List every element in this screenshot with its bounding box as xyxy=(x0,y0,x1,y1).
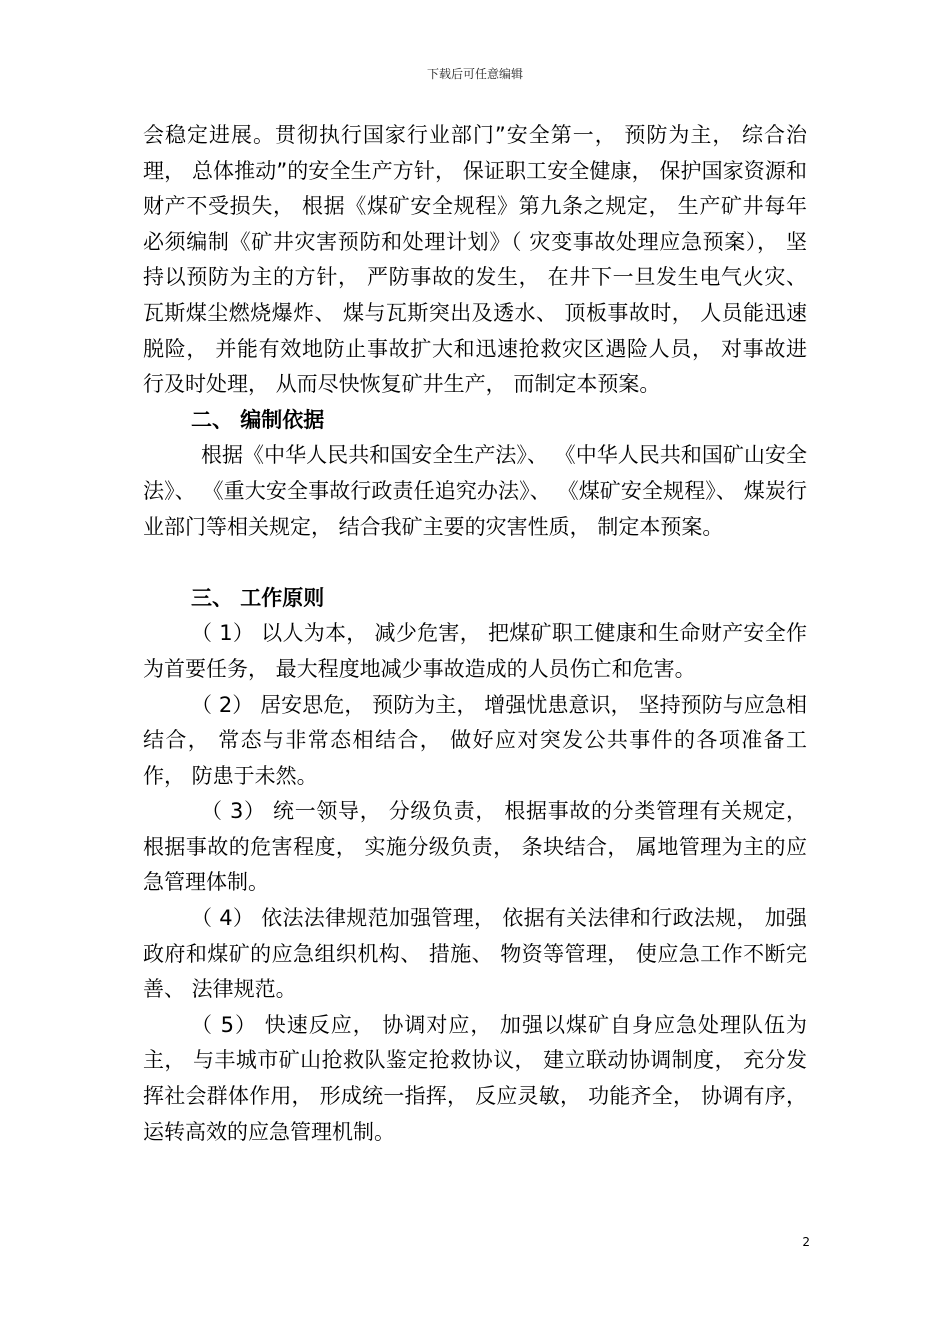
basis-paragraph: 根据《中华人民共和国安全生产法》、 《中华人民共和国矿山安全法》、 《重大安全事故行政责任追究办法》、 《煤矿安全规程》、 煤炭行业部门等相关规定， 结合我矿主要的灾害性质， 制定本预案。 xyxy=(143,443,807,539)
section-heading-principles: 三、 工作原则 xyxy=(191,585,325,610)
section-heading-basis: 二、 编制依据 xyxy=(191,407,325,432)
document-body xyxy=(143,118,807,1150)
principle-item: （ 5） 快速反应， 协调对应， 加强以煤矿自身应急处理队伍为主， 与丰城市矿山抢救队鉴定抢救协议， 建立联动协调制度， 充分发挥社会群体作用， 形成统一指挥， 反应灵敏， 功能齐全， 协调有序， 运转高效的应急管理机制。 xyxy=(143,1012,807,1144)
page-header: 下载后可任意编辑 xyxy=(426,67,523,81)
principle-item: （ 2） 居安思危， 预防为主， 增强忧患意识， 坚持预防与应急相结合， 常态与非常态相结合， 做好应对突发公共事件的各项准备工作， 防患于未然。 xyxy=(143,692,807,788)
principle-item: （ 4） 依法法律规范加强管理， 依据有关法律和行政法规， 加强政府和煤矿的应急组织机构、 措施、 物资等管理， 使应急工作不断完善、 法律规范。 xyxy=(143,906,807,1002)
intro-paragraph: 会稳定进展。贯彻执行国家行业部门”安全第一， 预防为主， 综合治理， 总体推动”的安全生产方针， 保证职工安全健康， 保护国家资源和财产不受损失， 根据《煤矿安全规程》第九条之规定， 生产矿井每年必须编制《矿井灾害预防和处理计划》（ 灾变事故处理应急预案）， 坚持以预防为主的方针， 严防事故的发生， 在井下一旦发生电气火灾、 瓦斯煤尘燃烧爆炸、 煤与瓦斯突出及透水、 顶板事故时， 人员能迅速脱险， 并能有效地防止事故扩大和迅速抢救灾区遇险人员， 对事故进行及时处理， 从而尽快恢复矿井生产， 而制定本预案。 xyxy=(143,123,807,397)
principle-item: （ 1） 以人为本， 减少危害， 把煤矿职工健康和生命财产安全作为首要任务， 最大程度地减少事故造成的人员伤亡和危害。 xyxy=(143,621,807,681)
page-number: 2 xyxy=(802,1235,810,1249)
section-spacer xyxy=(143,545,807,581)
principle-item: （ 3） 统一领导， 分级负责， 根据事故的分类管理有关规定， 根据事故的危害程度， 实施分级负责， 条块结合， 属地管理为主的应急管理体制。 xyxy=(143,799,807,895)
